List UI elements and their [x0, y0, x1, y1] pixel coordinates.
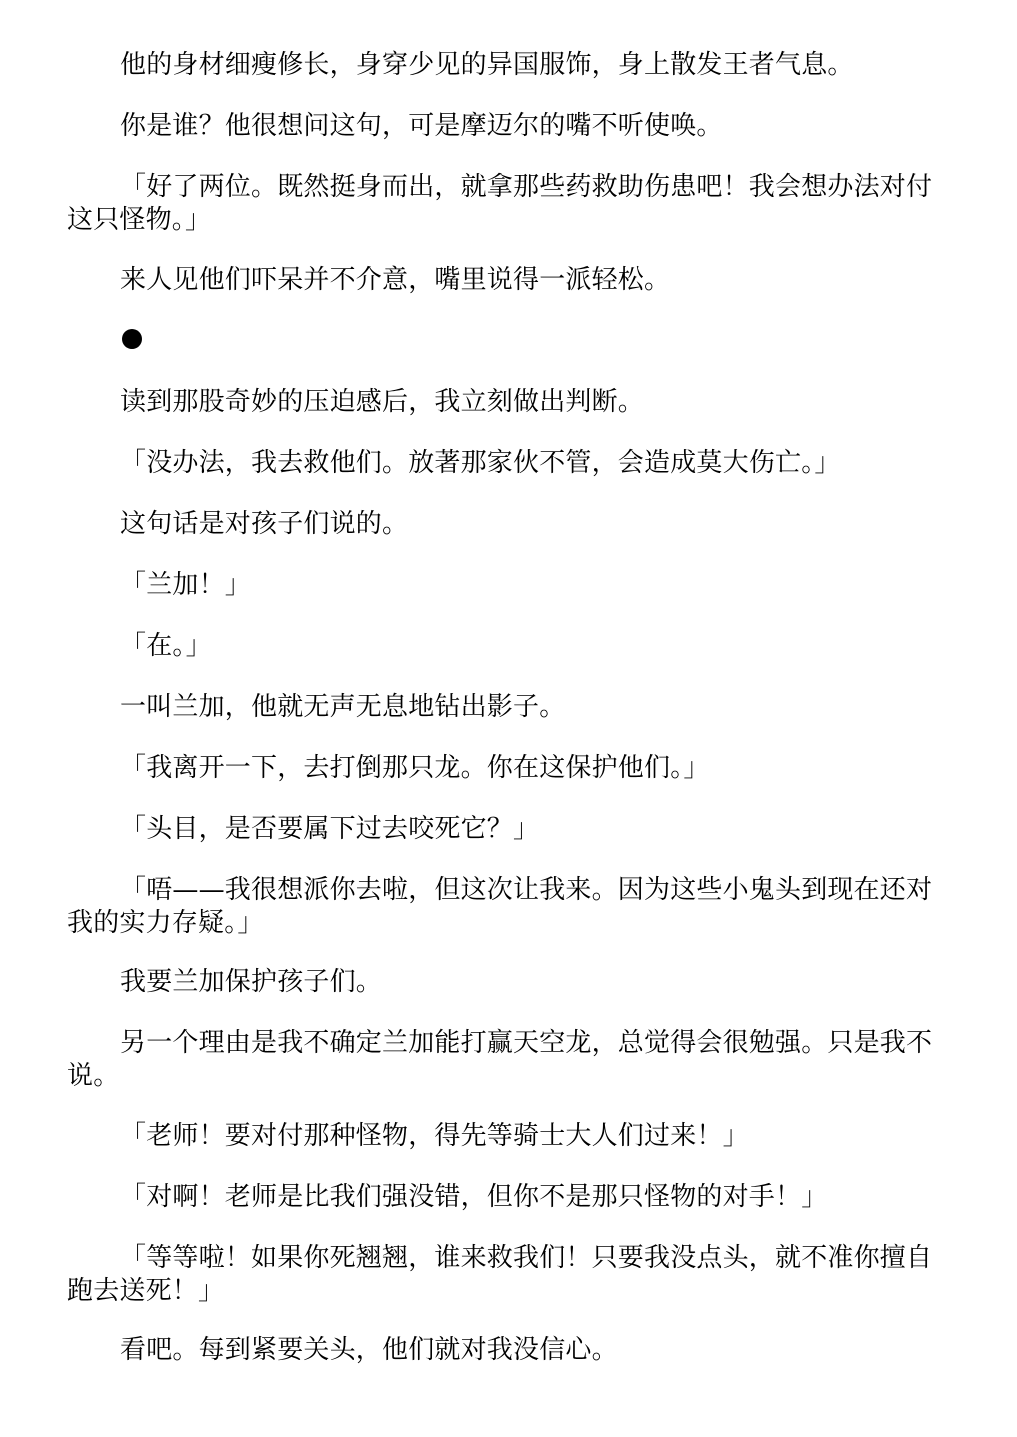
- paragraph-17: 「对啊！老师是比我们强没错，但你不是那只怪物的对手！」: [120, 1182, 828, 1212]
- paragraph-10: 一叫兰加，他就无声无息地钻出影子。: [120, 692, 566, 722]
- paragraph-2: 你是谁？他很想问这句，可是摩迈尔的嘴不听使唤。: [120, 111, 723, 141]
- paragraph-16: 「老师！要对付那种怪物，得先等骑士大人们过来！」: [120, 1121, 749, 1151]
- paragraph-19: 看吧。每到紧要关头，他们就对我没信心。: [120, 1335, 618, 1365]
- paragraph-18: 「等等啦！如果你死翘翘，谁来救我们！只要我没点头，就不准你擅自跑去送死！」: [67, 1243, 933, 1306]
- paragraph-4: 来人见他们吓呆并不介意，嘴里说得一派轻松。: [120, 265, 671, 295]
- paragraph-15: 另一个理由是我不确定兰加能打赢天空龙，总觉得会很勉强。只是我不说。: [67, 1028, 933, 1091]
- paragraph-9: 「在。」: [120, 631, 212, 661]
- paragraph-5: 读到那股奇妙的压迫感后，我立刻做出判断。: [120, 387, 645, 417]
- paragraph-3: 「好了两位。既然挺身而出，就拿那些药救助伤患吧！我会想办法对付这只怪物。」: [67, 172, 933, 235]
- paragraph-11: 「我离开一下，去打倒那只龙。你在这保护他们。」: [120, 753, 710, 783]
- paragraph-13: 「唔——我很想派你去啦，但这次让我来。因为这些小鬼头到现在还对我的实力存疑。」: [67, 875, 933, 938]
- paragraph-12: 「头目，是否要属下过去咬死它？」: [120, 814, 540, 844]
- paragraph-6: 「没办法，我去救他们。放著那家伙不管，会造成莫大伤亡。」: [120, 448, 841, 478]
- paragraph-7: 这句话是对孩子们说的。: [120, 509, 409, 539]
- black-circle-bullet-icon: [122, 329, 142, 349]
- paragraph-8: 「兰加！」: [120, 570, 252, 600]
- paragraph-14: 我要兰加保护孩子们。: [120, 967, 383, 997]
- paragraph-1: 他的身材细瘦修长，身穿少见的异国服饰，身上散发王者气息。: [120, 50, 854, 80]
